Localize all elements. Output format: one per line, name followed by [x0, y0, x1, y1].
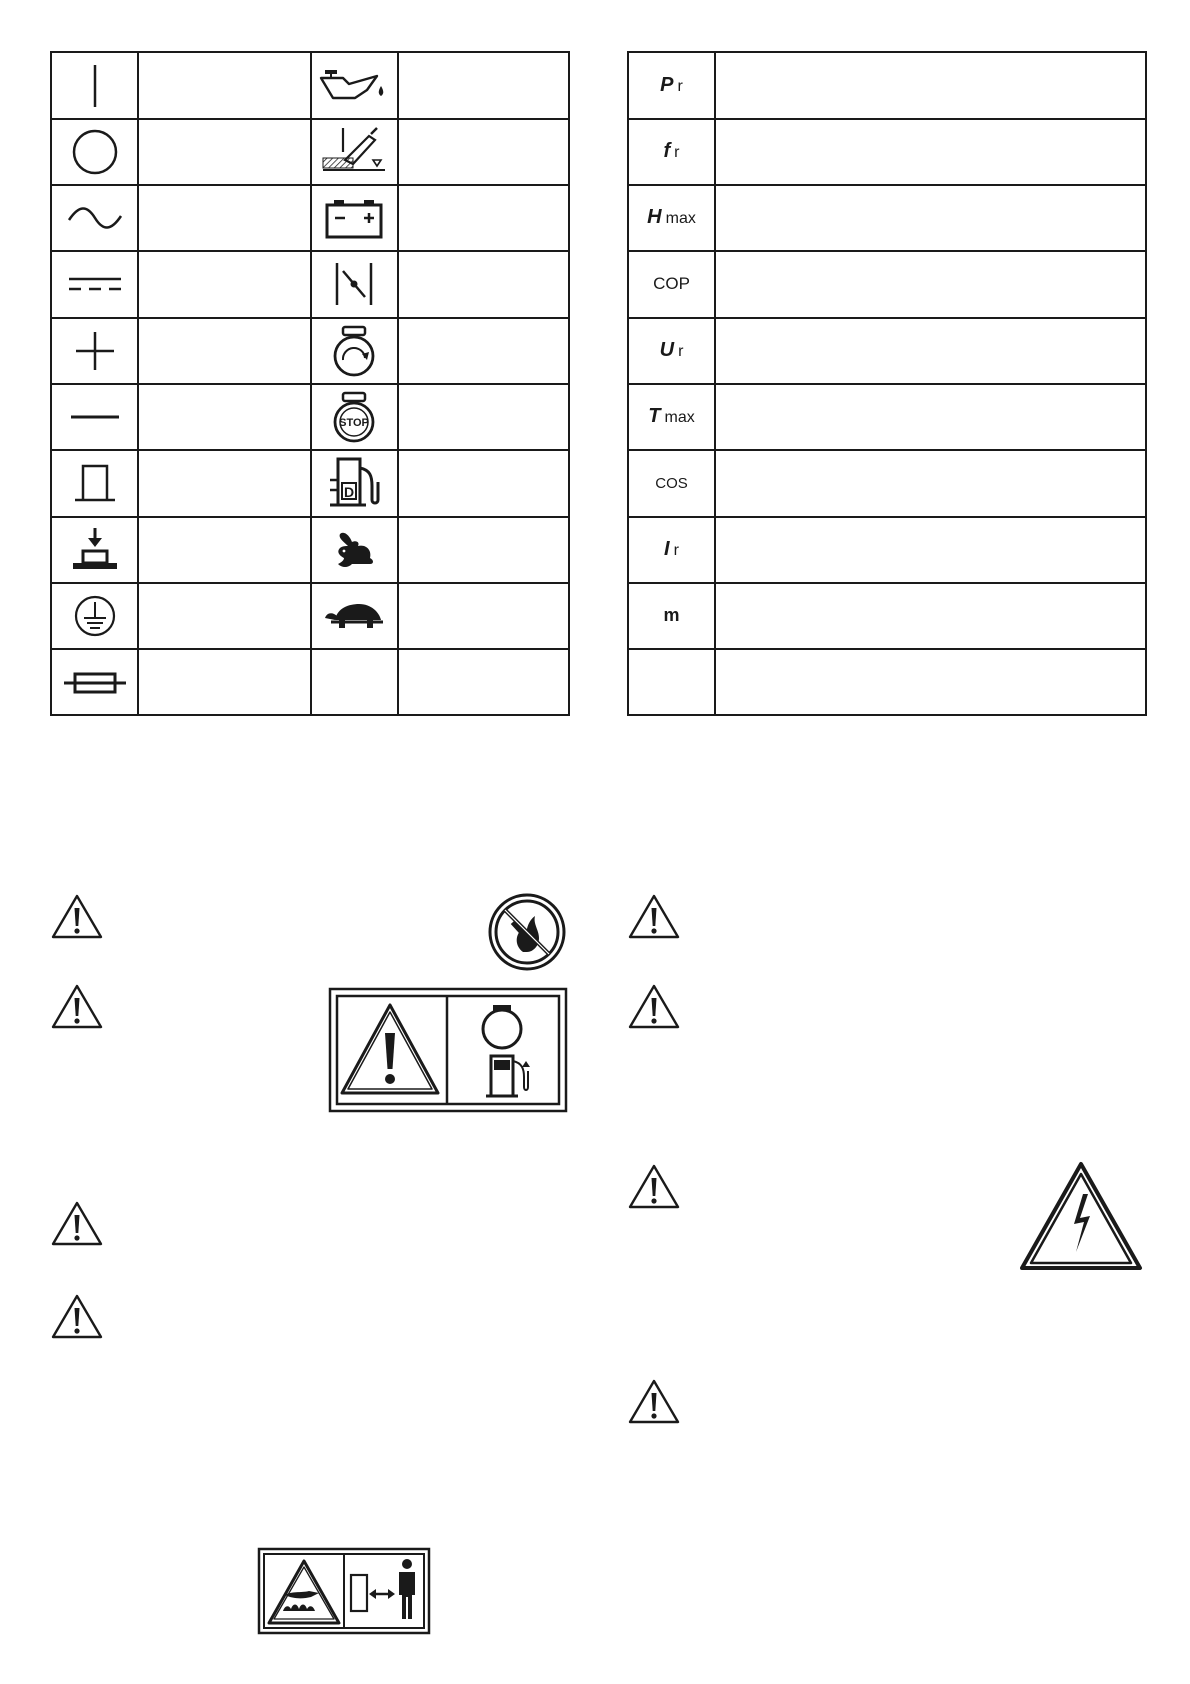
parameter-table-right: [627, 51, 1147, 716]
engine-stop-text: STOP: [339, 416, 369, 429]
warning-triangle-icon: [50, 1293, 104, 1341]
minus-icon: [52, 384, 137, 449]
warning-triangle-icon: [627, 893, 681, 941]
rated-current-label: [629, 517, 714, 582]
fuel-letter: D: [343, 484, 355, 500]
max-temperature-label: [629, 384, 714, 449]
warning-triangle-icon: [50, 893, 104, 941]
rabbit-fast-icon: [311, 517, 397, 582]
diesel-fuel-icon: [311, 450, 397, 516]
press-button-icon: [52, 517, 137, 582]
power-factor-text: COS: [655, 474, 688, 492]
warning-triangle-icon: [627, 1163, 681, 1211]
max-altitude-label: [629, 185, 714, 250]
off-circle-icon: [52, 119, 137, 184]
choke-icon: [311, 251, 397, 317]
engine-stop-icon: [311, 384, 397, 449]
max-temperature-sub: max: [664, 409, 695, 426]
warning-triangle-icon: [627, 983, 681, 1031]
max-altitude-symbol: H: [647, 206, 662, 228]
rated-power-label: [629, 53, 714, 118]
power-factor-label: [629, 450, 714, 516]
rated-power-sub: r: [677, 78, 683, 95]
plus-icon: [52, 318, 137, 383]
cop-label: [629, 251, 714, 317]
on-line-icon: [52, 53, 137, 118]
earth-ground-icon: [52, 583, 137, 648]
ac-sine-icon: [52, 185, 137, 250]
electric-shock-hazard-icon: [1018, 1160, 1144, 1274]
rated-frequency-symbol: f: [663, 140, 671, 162]
rated-voltage-sub: r: [678, 343, 684, 360]
mass-text: m: [663, 605, 680, 625]
engine-start-icon: [311, 318, 397, 383]
warning-triangle-icon: [50, 1200, 104, 1248]
hot-surface-keep-distance-decal: [257, 1547, 431, 1635]
refuel-engine-off-decal: [328, 987, 568, 1113]
no-open-flame-icon: [487, 892, 567, 972]
push-button-icon: [52, 450, 137, 516]
warning-triangle-icon: [627, 1378, 681, 1426]
dc-dashed-icon: [52, 251, 137, 317]
rated-power-symbol: P: [660, 74, 674, 96]
rated-voltage-symbol: U: [659, 339, 675, 361]
max-altitude-sub: max: [665, 210, 696, 227]
max-temperature-symbol: T: [648, 405, 661, 427]
rated-voltage-label: [629, 318, 714, 383]
warning-triangle-icon: [50, 983, 104, 1031]
turtle-slow-icon: [311, 583, 397, 648]
oil-dipstick-level-icon: [311, 119, 397, 184]
oil-can-icon: [311, 53, 397, 118]
rated-current-sub: r: [673, 542, 679, 559]
rated-current-symbol: I: [664, 538, 670, 560]
cop-text: COP: [653, 274, 690, 293]
rated-frequency-sub: r: [674, 144, 680, 161]
mass-label: [629, 583, 714, 648]
rated-frequency-label: [629, 119, 714, 184]
fuse-icon: [52, 649, 137, 716]
symbol-table-left: [50, 51, 570, 716]
battery-icon: [311, 185, 397, 250]
